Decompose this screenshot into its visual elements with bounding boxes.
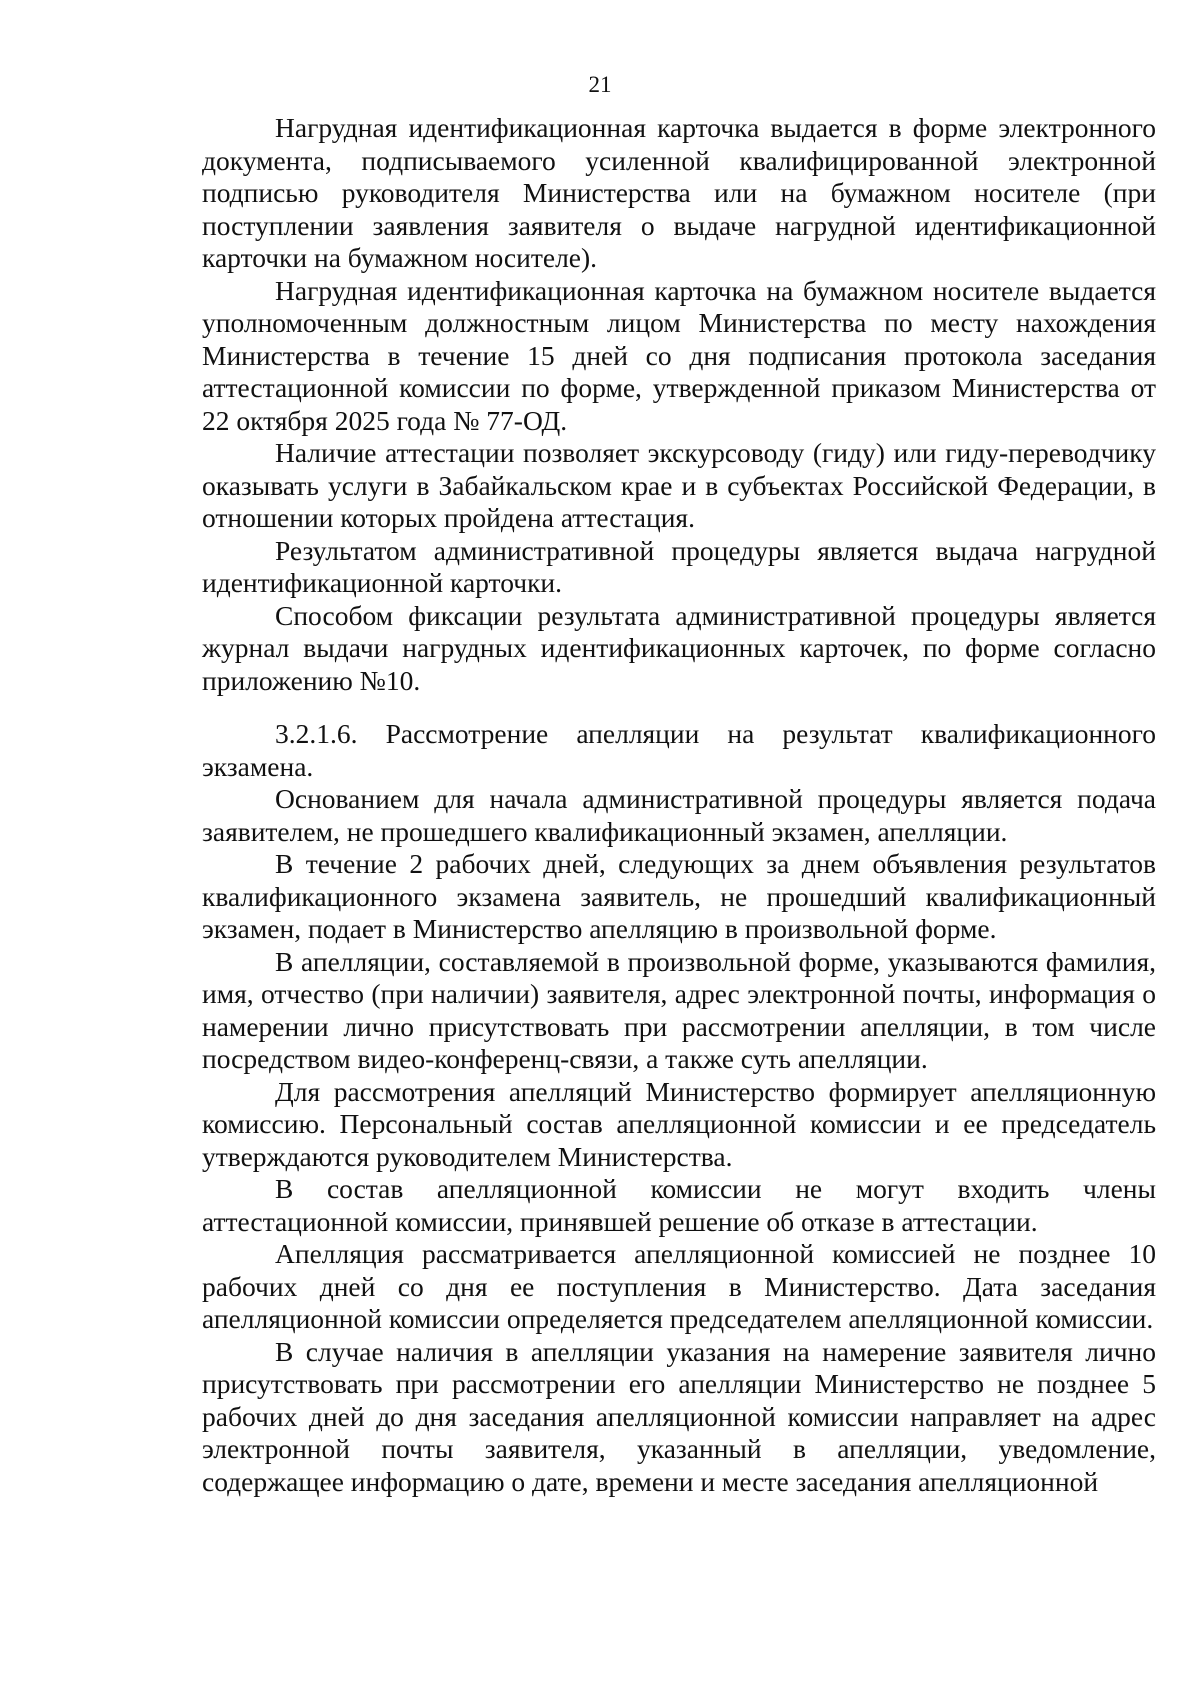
paragraph-commission-exclusion: В состав апелляционной комиссии не могут входить члены аттестационной комиссии, принявшей решение об отказе в аттестации. (202, 1173, 1156, 1237)
paragraph-appeal-commission: Для рассмотрения апелляций Министерство формирует апелляционную комиссию. Персональный состав апелляционной комиссии и ее председатель утверждаются руководителем Министерства. (202, 1075, 1156, 1172)
page-number: 21 (588, 72, 612, 97)
paragraph-procedure-result: Результатом административной процедуры является выдача нагрудной идентификационной карточки. (202, 534, 1156, 598)
paragraph-appeal-contents: В апелляции, составляемой в произвольной форме, указываются фамилия, имя, отчество (при наличии) заявителя, адрес электронной почты, информация о намерении лично присутствовать при рассмотрении апелляции, в том числе посредством видео-конференц-связи, а также суть апелляции. (202, 945, 1156, 1074)
document-body (202, 112, 1156, 1498)
paragraph-badge-form: Нагрудная идентификационная карточка выдается в форме электронного документа, подписываемого усиленной квалифицированной электронной подписью руководителя Министерства или на бумажном носителе (при поступлении заявления заявителя о выдаче нагрудной идентификационной карточки на бумажном носителе). (202, 112, 1156, 273)
paragraph-appeal-deadline: В течение 2 рабочих дней, следующих за днем объявления результатов квалификационного экзамена заявитель, не прошедший квалификационный экзамен, подает в Министерство апелляцию в произвольной форме. (202, 848, 1156, 944)
paragraph-paper-badge-issuance: Нагрудная идентификационная карточка на бумажном носителе выдается уполномоченным должностным лицом Министерства по месту нахождения Министерства в течение 15 дней со дня подписания протокола заседания аттестационной комиссии по форме, утвержденной приказом Министерства от 22 октября 2025 года № 77-ОД. (202, 274, 1156, 436)
section-heading-appeal: 3.2.1.6. Рассмотрение апелляции на результат квалификационного экзамена. (202, 718, 1156, 782)
paragraph-appeal-review-term: Апелляция рассматривается апелляционной комиссией не позднее 10 рабочих дней со дня ее поступления в Министерство. Дата заседания апелляционной комиссии определяется председателем апелляционной комиссии. (202, 1238, 1156, 1334)
paragraph-result-recording: Способом фиксации результата административной процедуры является журнал выдачи нагрудных идентификационных карточек, по форме согласно приложению №10. (202, 599, 1156, 696)
paragraph-appeal-notification: В случае наличия в апелляции указания на намерение заявителя лично присутствовать при рассмотрении его апелляции Министерство не позднее 5 рабочих дней до дня заседания апелляционной комиссии направляет на адрес электронной почты заявителя, указанный в апелляции, уведомление, содержащее информацию о дате, времени и месте заседания апелляционной (202, 1335, 1156, 1497)
paragraph-attestation-scope: Наличие аттестации позволяет экскурсоводу (гиду) или гиду-переводчику оказывать услуги в Забайкальском крае и в субъектах Российской Федерации, в отношении которых пройдена аттестация. (202, 437, 1156, 533)
paragraph-appeal-basis: Основанием для начала административной процедуры является подача заявителем, не прошедшего квалификационный экзамен, апелляции. (202, 783, 1156, 847)
